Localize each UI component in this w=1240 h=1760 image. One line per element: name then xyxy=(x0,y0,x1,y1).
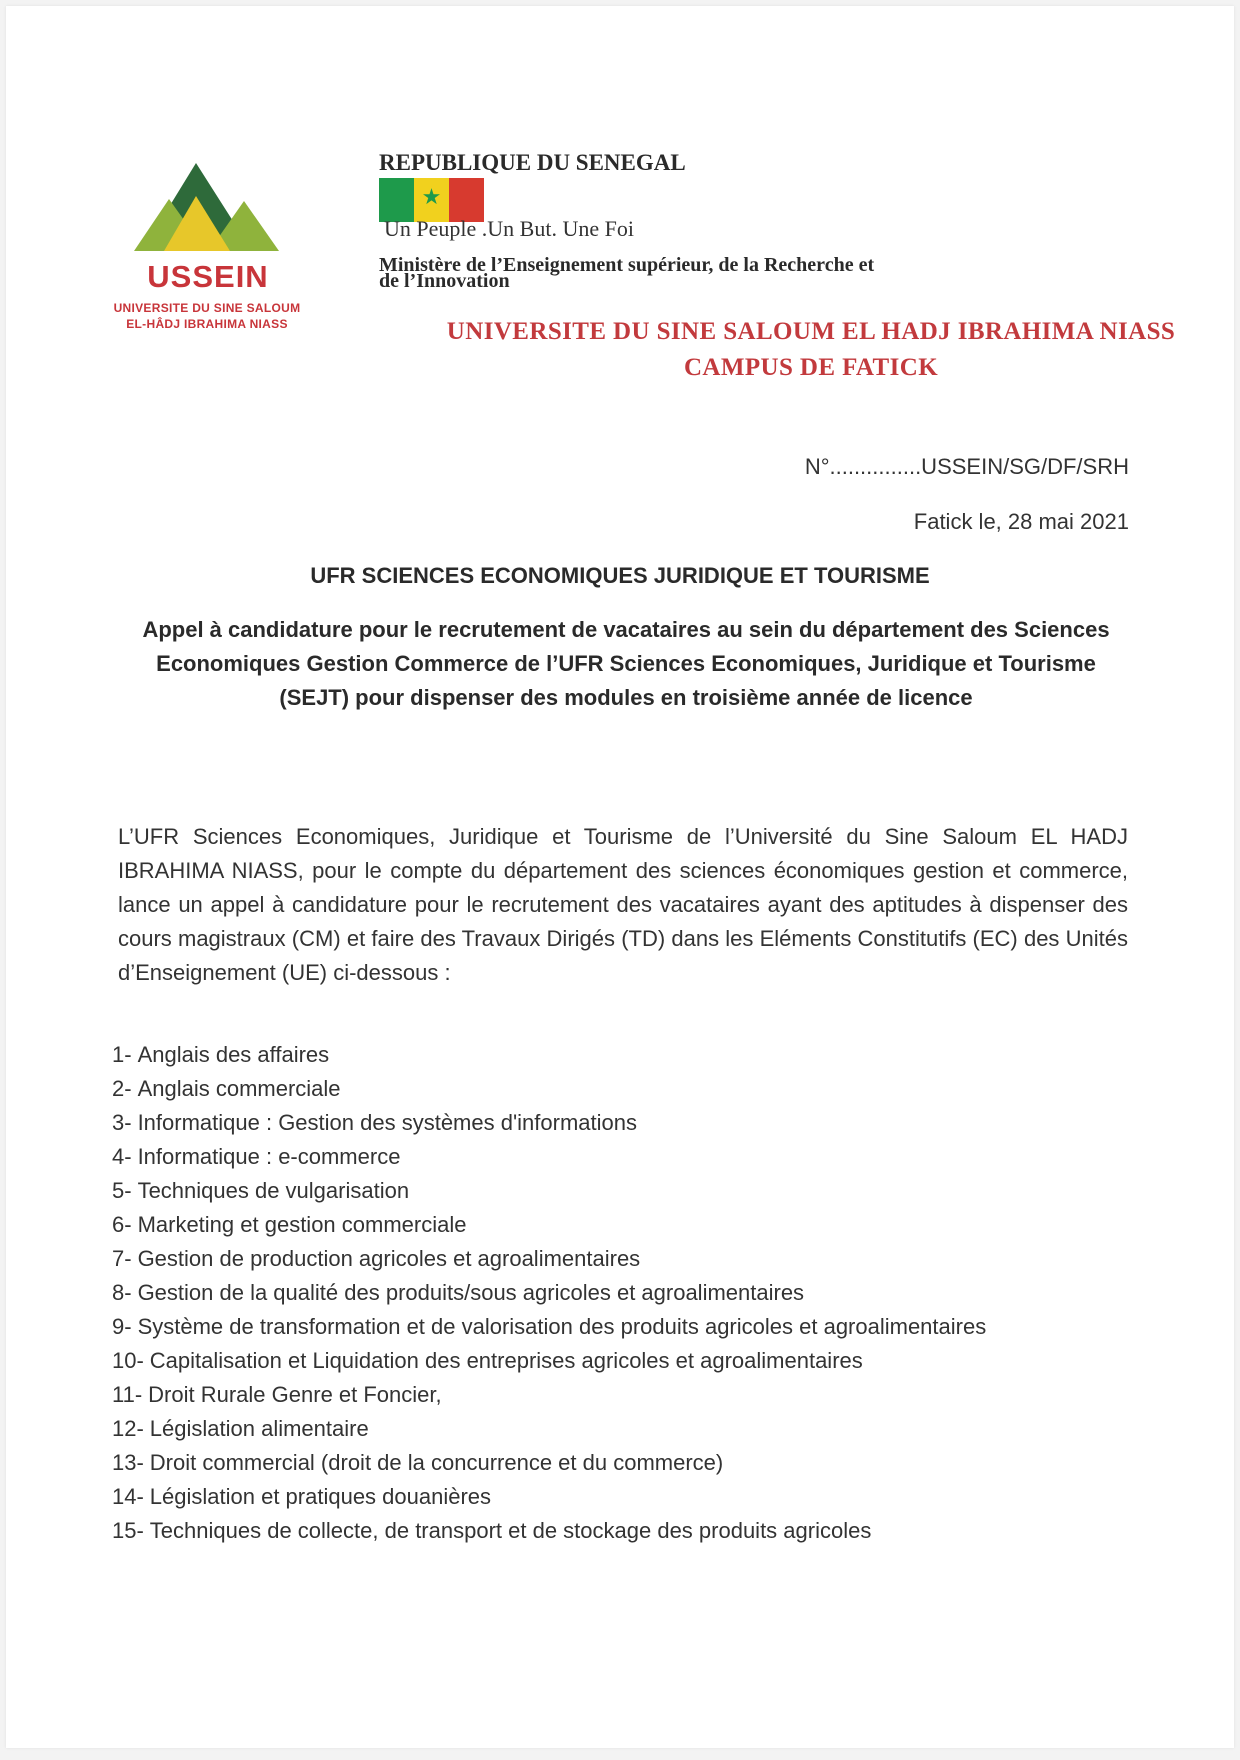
ministry-line1: Ministère de l’Enseignement supérieur, de la Recherche et xyxy=(379,254,875,276)
document-date: Fatick le, 28 mai 2021 xyxy=(913,509,1129,534)
national-motto: Un Peuple .Un But. Une Foi xyxy=(384,216,634,241)
ministry-line2: de l’Innovation xyxy=(379,270,510,292)
list-item-number: 1- xyxy=(112,1042,132,1067)
list-item-number: 11- xyxy=(112,1382,143,1407)
list-item-text: Techniques de collecte, de transport et de stockage des produits agricoles xyxy=(149,1518,872,1543)
list-item xyxy=(112,1140,1128,1174)
list-item-text: Droit Rurale Genre et Foncier, xyxy=(148,1382,442,1407)
list-item-text: Droit commercial (droit de la concurrence et du commerce) xyxy=(149,1450,724,1475)
list-item-text: Système de transformation et de valorisation des produits agricoles et agroalimentaires xyxy=(137,1314,987,1339)
list-item xyxy=(112,1106,1128,1140)
list-item xyxy=(112,1412,1128,1446)
list-item xyxy=(112,1242,1128,1276)
list-item-number: 13- xyxy=(112,1450,144,1475)
list-item xyxy=(112,1072,1128,1106)
list-item-number: 6- xyxy=(112,1212,132,1237)
mountain-logo-icon xyxy=(134,161,279,261)
list-item-number: 2- xyxy=(112,1076,132,1101)
list-item-text: Capitalisation et Liquidation des entreprises agricoles et agroalimentaires xyxy=(149,1348,863,1373)
list-item-text: Informatique : e-commerce xyxy=(137,1144,401,1169)
reference-number: N°...............USSEIN/SG/DF/SRH xyxy=(804,454,1129,479)
list-item-number: 9- xyxy=(112,1314,132,1339)
list-item xyxy=(112,1446,1128,1480)
list-item xyxy=(112,1480,1128,1514)
campus-name: CAMPUS DE FATICK xyxy=(683,354,939,381)
list-item-number: 8- xyxy=(112,1280,132,1305)
list-item xyxy=(112,1378,1128,1412)
document-page xyxy=(6,6,1234,1748)
republic-title: REPUBLIQUE DU SENEGAL xyxy=(379,150,686,175)
list-item-text: Anglais commerciale xyxy=(137,1076,341,1101)
logo-subtitle-line2: EL-HÂDJ IBRAHIMA NIASS xyxy=(126,317,288,331)
list-item-number: 14- xyxy=(112,1484,144,1509)
list-item-number: 5- xyxy=(112,1178,132,1203)
list-item-text: Techniques de vulgarisation xyxy=(137,1178,410,1203)
ministry-name xyxy=(379,254,875,292)
university-name: UNIVERSITE DU SINE SALOUM EL HADJ IBRAHIMA NIASS xyxy=(446,318,1176,345)
list-item-number: 4- xyxy=(112,1144,132,1169)
list-item xyxy=(112,1208,1128,1242)
list-item xyxy=(112,1174,1128,1208)
list-item xyxy=(112,1310,1128,1344)
star-icon: ★ xyxy=(421,184,442,209)
list-item-text: Gestion de production agricoles et agroalimentaires xyxy=(137,1246,641,1271)
list-item-text: Marketing et gestion commerciale xyxy=(137,1212,467,1237)
logo-subtitle-line1: UNIVERSITE DU SINE SALOUM xyxy=(113,301,301,315)
list-item xyxy=(112,1344,1128,1378)
list-item-text: Anglais des affaires xyxy=(137,1042,330,1067)
teaching-units-list xyxy=(112,1038,1128,1548)
list-item-number: 15- xyxy=(112,1518,144,1543)
list-item-text: Législation et pratiques douanières xyxy=(149,1484,492,1509)
intro-paragraph: L’UFR Sciences Economiques, Juridique et Tourisme de l’Université du Sine Saloum EL HADJ IBRAHIMA NIASS, pour le compte du département des sciences économiques gestion et commerce, lance un appel à candidature pour le recrutement des vacataires ayant des aptitudes à dispenser des cours magistraux (CM) et faire des Travaux Dirigés (TD) dans les Eléments Constitutifs (EC) des Unités d’Enseignement (UE) ci-dessous : xyxy=(118,824,1128,985)
ufr-title: UFR SCIENCES ECONOMIQUES JURIDIQUE ET TOURISME xyxy=(310,563,930,588)
ussein-logo xyxy=(106,161,306,336)
list-item xyxy=(112,1514,1128,1548)
list-item xyxy=(112,1038,1128,1072)
list-item-text: Gestion de la qualité des produits/sous agricoles et agroalimentaires xyxy=(137,1280,805,1305)
list-item-text: Informatique : Gestion des systèmes d'informations xyxy=(137,1110,637,1135)
list-item-number: 3- xyxy=(112,1110,132,1135)
call-for-applications-title: Appel à candidature pour le recrutement de vacataires au sein du département des Sciences Economiques Gestion Commerce de l’UFR Sciences Economiques, Juridique et Tourisme (SEJT) pour dispenser des modules en troisième année de licence xyxy=(142,617,1110,710)
list-item-text: Législation alimentaire xyxy=(149,1416,369,1441)
list-item xyxy=(112,1276,1128,1310)
list-item-number: 7- xyxy=(112,1246,132,1271)
list-item-number: 10- xyxy=(112,1348,144,1373)
logo-name: USSEIN xyxy=(147,259,269,294)
list-item-number: 12- xyxy=(112,1416,144,1441)
